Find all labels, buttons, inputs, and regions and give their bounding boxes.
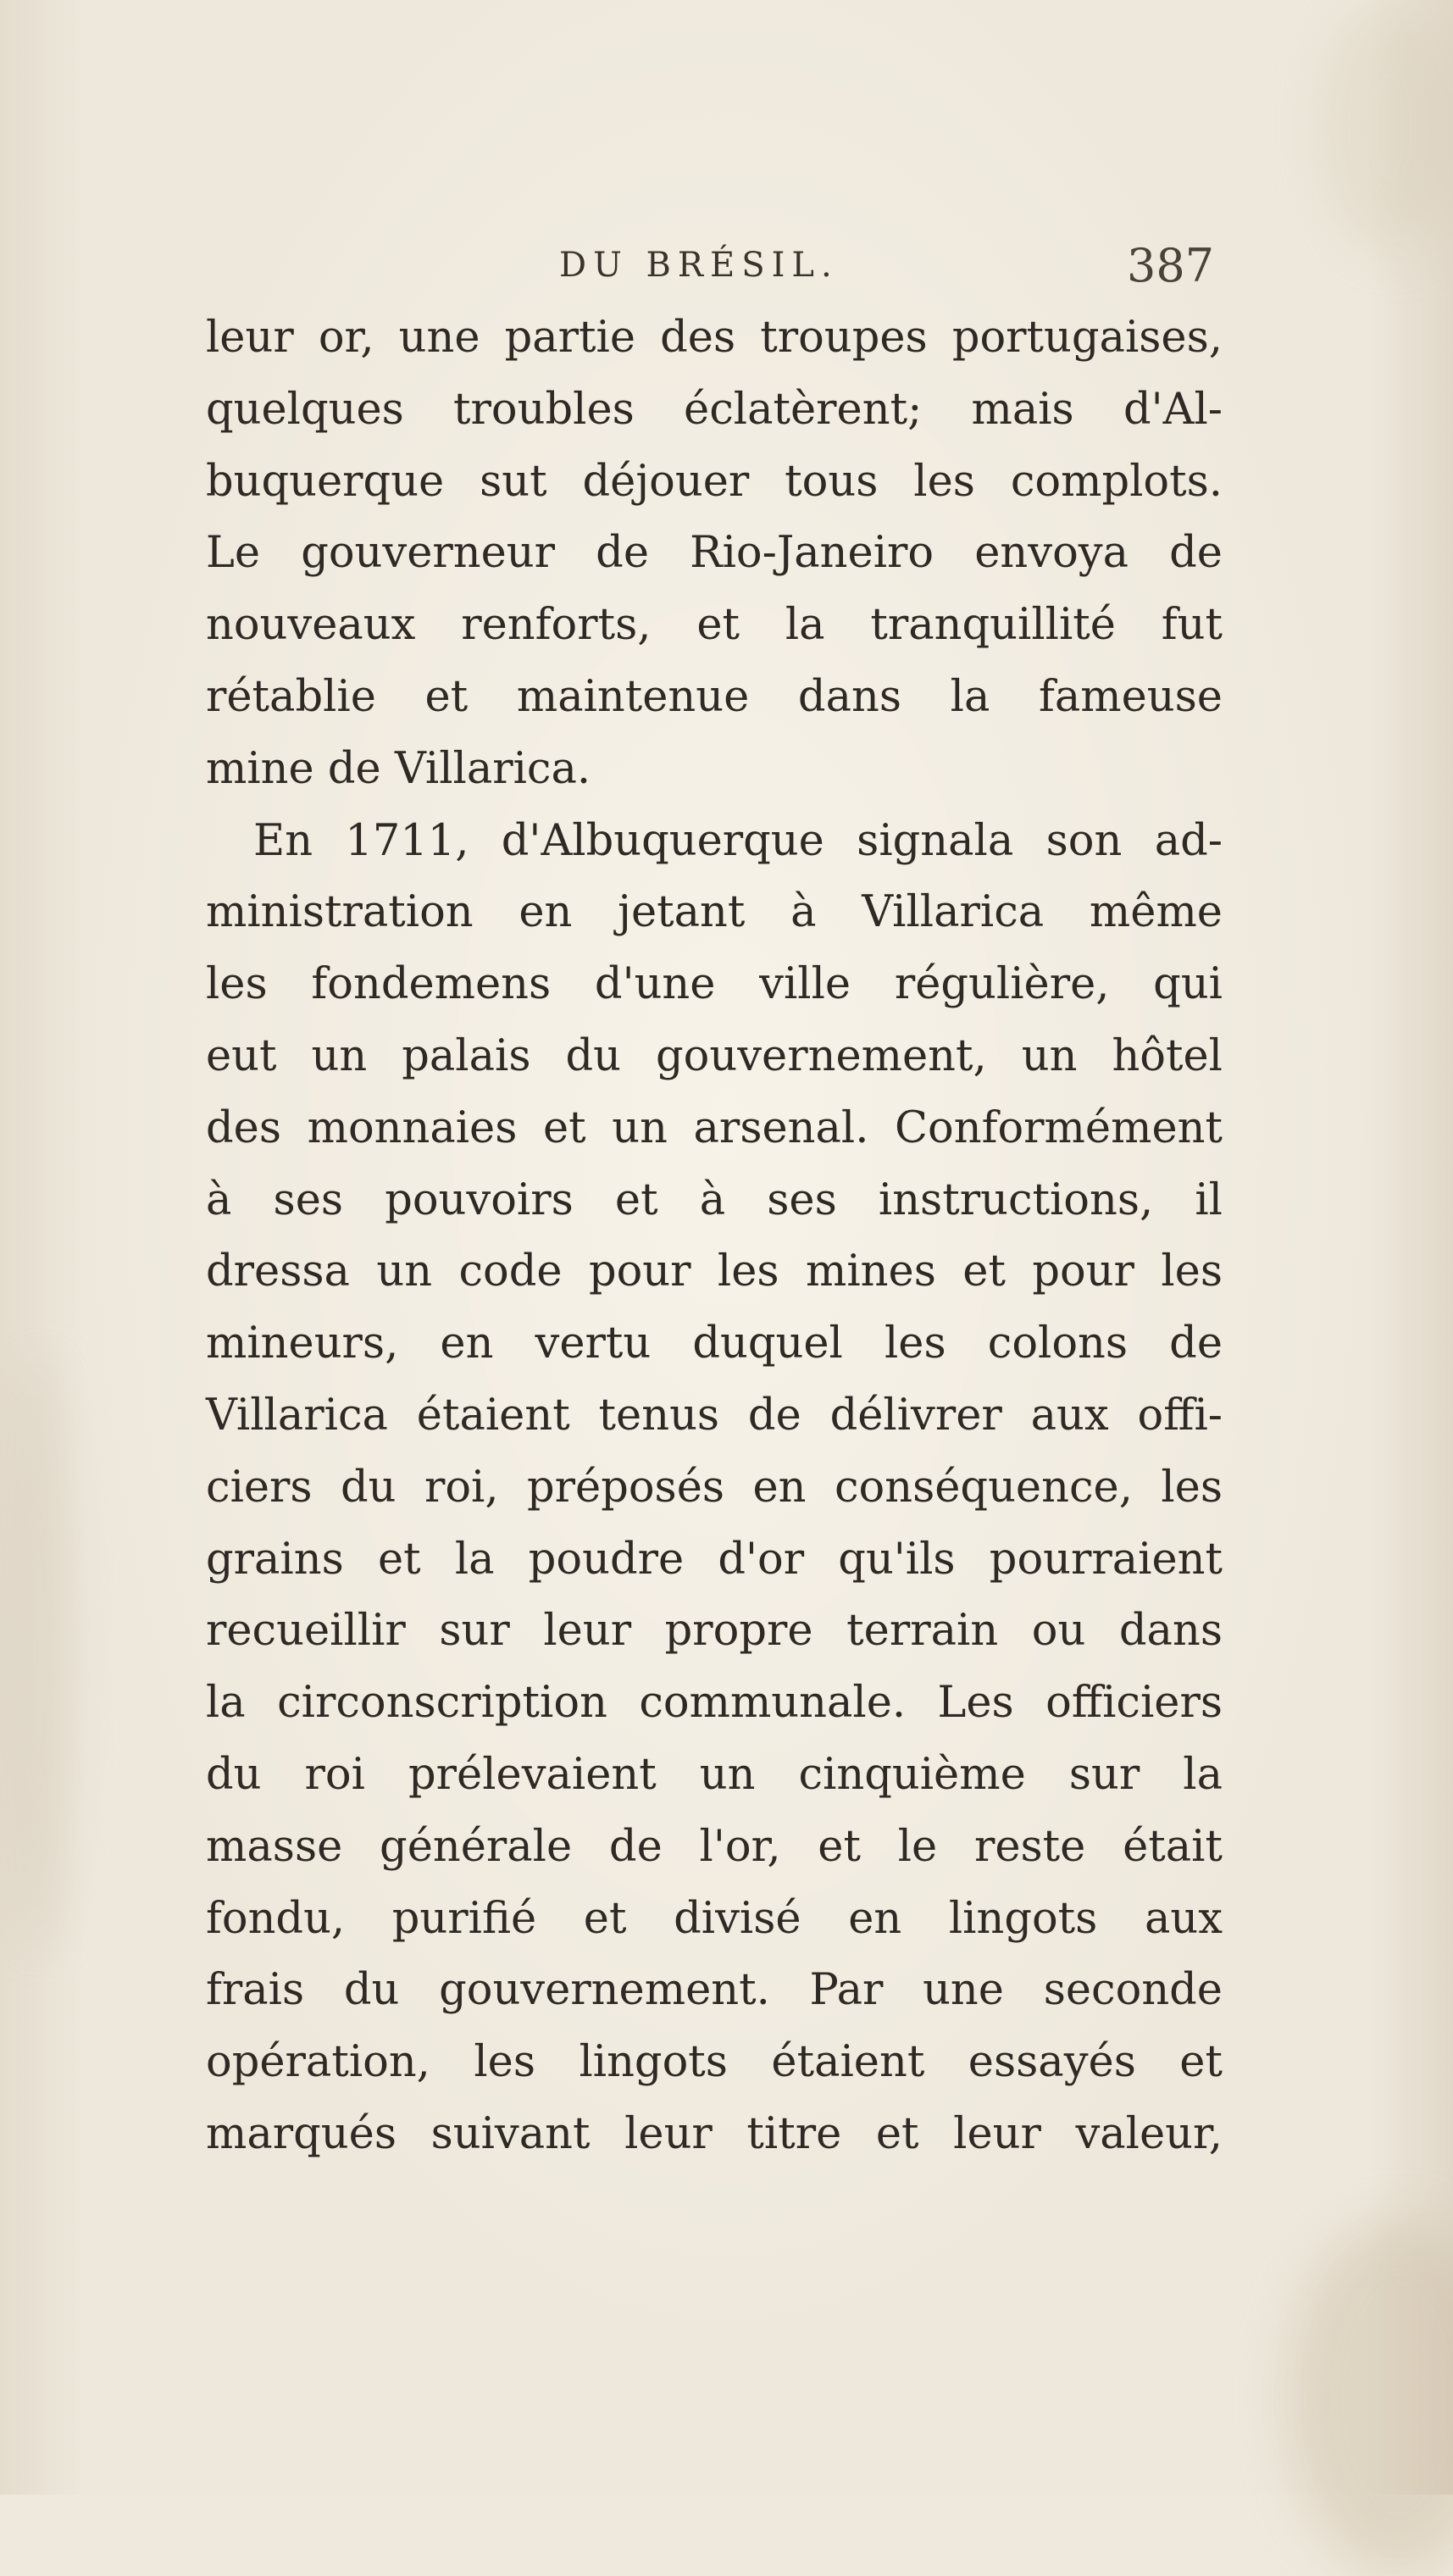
text-line: rétablie et maintenue dans la fameuse: [206, 671, 1223, 722]
text-line: la circonscription communale. Les officiers: [206, 1678, 1223, 1729]
text-line: mineurs, en vertu duquel les colons de: [206, 1319, 1223, 1369]
text-line: Le gouverneur de Rio-Janeiro envoya de: [206, 528, 1223, 579]
text-line: recueillir sur leur propre terrain ou dans: [206, 1606, 1223, 1657]
text-line: opération, les lingots étaient essayés et: [206, 2037, 1223, 2088]
text-line: des monnaies et un arsenal. Conformément: [206, 1102, 1223, 1153]
text-line: ministration en jetant à Villarica même: [206, 887, 1223, 938]
paper-stain: [1288, 2220, 1453, 2576]
page-number: 387: [1127, 239, 1215, 292]
text-line: les fondemens d'une ville régulière, qui: [206, 959, 1223, 1010]
text-line: à ses pouvoirs et à ses instructions, il: [206, 1174, 1223, 1225]
text-line: dressa un code pour les mines et pour les: [206, 1246, 1223, 1297]
paper-stain: [1322, 0, 1453, 254]
text-line: quelques troubles éclatèrent; mais d'Al-: [206, 384, 1223, 435]
text-line: du roi prélevaient un cinquième sur la: [206, 1749, 1223, 1800]
text-line: ciers du roi, préposés en conséquence, les: [206, 1462, 1223, 1513]
text-line: fondu, purifié et divisé en lingots aux: [206, 1893, 1223, 1944]
text-line: Villarica étaient tenus de délivrer aux offi-: [206, 1390, 1223, 1441]
text-line: nouveaux renforts, et la tranquillité fut: [206, 600, 1223, 651]
paragraph-first-line: En 1711, d'Albuquerque signala son ad-: [253, 815, 1223, 866]
text-line: marqués suivant leur titre et leur valeur,: [206, 2108, 1223, 2159]
body-text: [206, 303, 1223, 2171]
text-line: frais du gouvernement. Par une seconde: [206, 1965, 1223, 2016]
text-line: eut un palais du gouvernement, un hôtel: [206, 1030, 1223, 1081]
paper-stain: [0, 1356, 76, 1949]
text-line: buquerque sut déjouer tous les complots.: [206, 456, 1223, 507]
paragraph-end-line: mine de Villarica.: [206, 743, 591, 794]
running-head: DU BRÉSIL.: [559, 246, 839, 285]
text-line: masse générale de l'or, et le reste était: [206, 1821, 1223, 1872]
text-line: grains et la poudre d'or qu'ils pourraient: [206, 1534, 1223, 1585]
text-line: leur or, une partie des troupes portugaises,: [206, 313, 1223, 363]
